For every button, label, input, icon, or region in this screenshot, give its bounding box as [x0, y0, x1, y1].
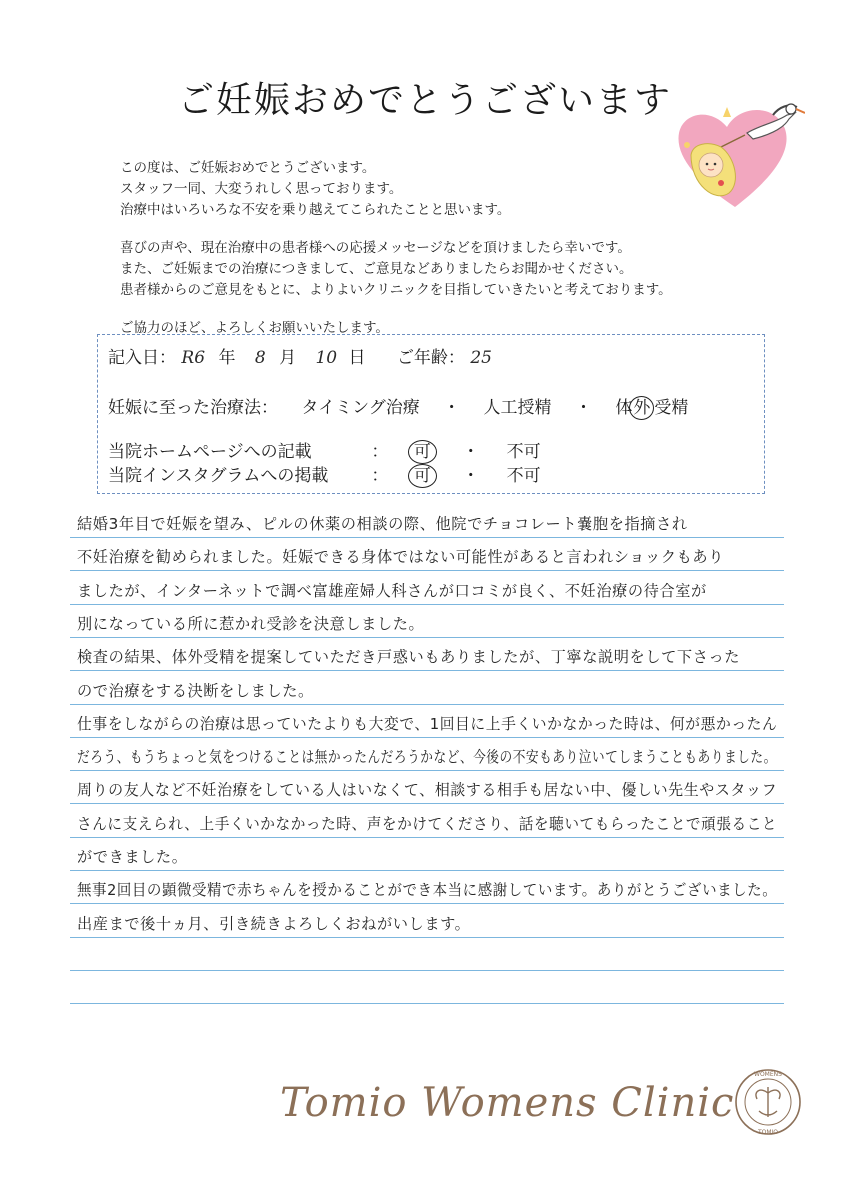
- message-line: [70, 938, 784, 971]
- message-line: [70, 805, 784, 838]
- message-line: [70, 705, 784, 738]
- homepage-label: 当院ホームページへの記載: [108, 442, 312, 462]
- homepage-consent-row: [108, 437, 541, 464]
- intro-line: 治療中はいろいろな不安を乗り越えてこられたことと思います。: [120, 202, 511, 218]
- message-line: [70, 638, 784, 671]
- intro-line: ご協力のほど、よろしくお願いいたします。: [120, 320, 389, 336]
- message-line-text: さんに支えられ、上手くいかなかった時、声をかけてくださり、話を聴いてもらったことで頑張ること: [77, 814, 778, 833]
- date-label: 記入日：: [108, 348, 176, 368]
- message-line: [70, 605, 784, 638]
- month-unit: 月: [279, 348, 297, 368]
- message-line-text: ができました。: [77, 848, 188, 866]
- instagram-label: 当院インスタグラムへの掲載: [108, 466, 329, 486]
- message-line-text: 出産まで後十ヵ月、引き続きよろしくおねがいします。: [77, 914, 471, 933]
- separator: ・: [462, 466, 480, 486]
- separator: ・: [462, 442, 480, 462]
- colon: ：: [371, 466, 389, 486]
- message-line: [70, 871, 784, 904]
- message-line: [70, 572, 784, 605]
- clinic-logo-emblem: [733, 1067, 803, 1137]
- message-line-text: 検査の結果、体外受精を提案していただき戸惑いもありましたが、丁寧な説明をして下さった: [77, 648, 741, 667]
- treatment-row: [108, 393, 688, 420]
- date-age-row: [108, 343, 492, 368]
- homepage-no: 不可: [506, 442, 541, 462]
- age-value: 25: [470, 348, 492, 368]
- message-line: [70, 738, 784, 771]
- instagram-consent-row: [108, 461, 541, 488]
- message-line-text: だろう、もうちょっと気をつけることは無かったんだろうかなど、今後の不安もあり泣いてしまうこともありました。: [77, 748, 777, 767]
- treatment-option-iui: 人工授精: [483, 398, 552, 418]
- message-line-text: ので治療をする決断をしました。: [77, 681, 314, 700]
- separator: ・: [574, 398, 592, 418]
- svg-text:WOMENS: WOMENS: [754, 1071, 782, 1078]
- homepage-yes-circled: 可: [408, 440, 437, 464]
- message-line-text: 不妊治療を勧められました。妊娠できる身体ではない可能性があると言われショックもあり: [77, 548, 724, 567]
- intro-line: 患者様からのご意見をもとに、よりよいクリニックを目指していきたいと考えております。: [120, 282, 672, 298]
- page-title: ご妊娠おめでとうございます: [177, 80, 672, 121]
- message-line-text: 周りの友人など不妊治療をしている人はいなくて、相談する相手も居ない中、優しい先生やスタッフ: [77, 781, 778, 800]
- message-line: [70, 905, 784, 938]
- treatment-option-timing: タイミング治療: [301, 398, 420, 418]
- clinic-logo-text: Tomio Womens Clinic: [280, 1080, 735, 1126]
- selected-circle-mark: 外: [629, 396, 654, 420]
- intro-line: 喜びの声や、現在治療中の患者様への応援メッセージなどを頂けましたら幸いです。: [120, 240, 631, 256]
- treatment-label: 妊娠に至った治療法：: [108, 398, 278, 418]
- year-unit: 年: [218, 348, 236, 368]
- intro-line: この度は、ご妊娠おめでとうございます。: [120, 160, 376, 176]
- day-unit: 日: [348, 348, 366, 368]
- message-line: [70, 971, 784, 1004]
- message-line-text: 仕事をしながらの治療は思っていたよりも大変で、1回目に上手くいかなかった時は、何が悪かったん: [77, 714, 778, 733]
- message-line: [70, 838, 784, 871]
- month-value: 8: [254, 348, 266, 368]
- message-line: [70, 771, 784, 804]
- treatment-option-ivf: 体外 受精: [615, 398, 689, 418]
- intro-line: スタッフ一同、大変うれしく思っております。: [120, 181, 403, 197]
- message-line-text: 結婚3年目で妊娠を望み、ピルの休薬の相談の際、他院でチョコレート嚢胞を指摘され: [77, 515, 688, 533]
- info-form-box: [97, 334, 765, 494]
- message-line-text: ましたが、インターネットで調べ富雄産婦人科さんが口コミが良く、不妊治療の待合室が: [77, 581, 707, 600]
- age-label: ご年齢：: [396, 348, 465, 368]
- message-line-text: 無事2回目の顕微受精で赤ちゃんを授かることができ本当に感謝しています。ありがとうございました。: [77, 881, 778, 900]
- svg-text:TOMIO: TOMIO: [757, 1129, 779, 1136]
- day-value: 10: [315, 348, 338, 368]
- instagram-no: 不可: [506, 466, 541, 486]
- separator: ・: [443, 398, 461, 418]
- message-line-text: 別になっている所に惹かれ受診を決意しました。: [77, 614, 425, 633]
- colon: ：: [371, 442, 389, 462]
- intro-line: また、ご妊娠までの治療につきまして、ご意見などありましたらお聞かせください。: [120, 261, 633, 277]
- intro-text: [120, 158, 780, 339]
- instagram-yes-circled: 可: [408, 464, 437, 488]
- message-line: [70, 538, 784, 571]
- era-value: R6: [181, 348, 206, 368]
- message-line: [70, 672, 784, 705]
- message-line: [70, 505, 784, 538]
